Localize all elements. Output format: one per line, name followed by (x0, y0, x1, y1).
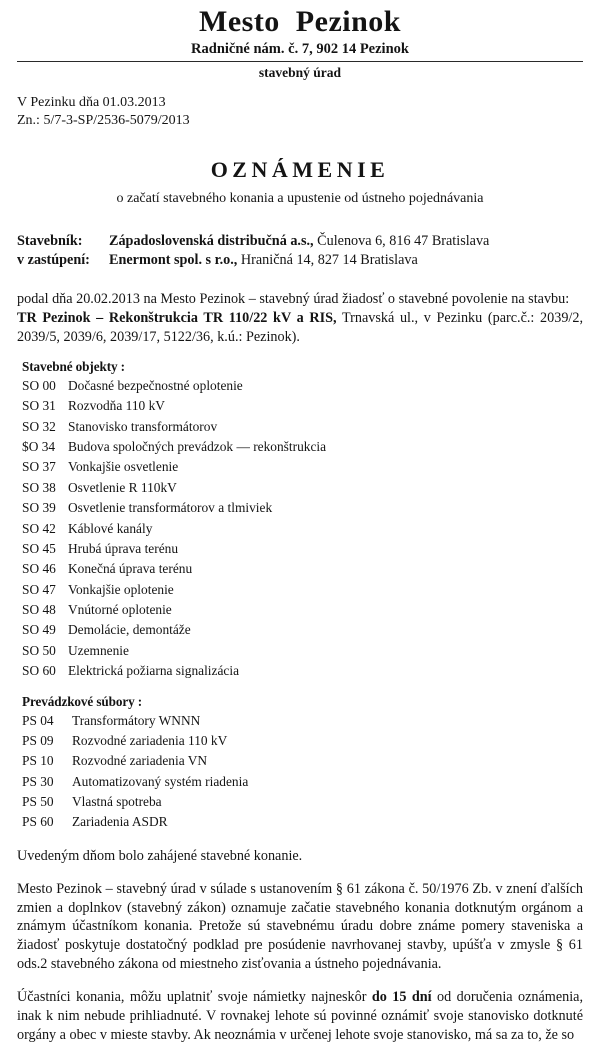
object-code: SO 38 (22, 479, 56, 495)
builder-name: Západoslovenská distribučná a.s., (109, 232, 314, 249)
place-and-date: V Pezinku dňa 01.03.2013 (17, 94, 166, 110)
file-code: PS 10 (22, 753, 54, 769)
object-text: Osvetlenie transformátorov a tlmiviek (68, 500, 273, 516)
building-objects-block (22, 359, 600, 682)
object-code: SO 31 (22, 398, 56, 414)
building-objects-heading: Stavebné objekty : (22, 358, 125, 374)
list-item (22, 620, 600, 640)
application-intro: podal dňa 20.02.2013 na Mesto Pezinok – stavebný úrad žiadosť o stavebné povolenie na stavbu: (17, 291, 570, 308)
list-item (22, 457, 600, 477)
document-meta (17, 94, 600, 131)
file-text: Rozvodné zariadenia VN (72, 753, 208, 769)
object-text: Konečná úprava terénu (68, 561, 193, 577)
object-code: SO 48 (22, 602, 56, 618)
list-item (22, 792, 600, 812)
object-text: Vonkajšie oplotenie (68, 581, 174, 597)
file-text: Transformátory WNNN (72, 712, 201, 728)
object-text: Osvetlenie R 110kV (68, 479, 177, 495)
object-code: SO 49 (22, 622, 56, 638)
file-code: PS 04 (22, 712, 54, 728)
object-code: SO 32 (22, 418, 56, 434)
object-text: Demolácie, demontáže (68, 622, 191, 638)
operational-files-block (22, 694, 600, 833)
list-item (22, 751, 600, 771)
list-item (22, 559, 600, 579)
builder-label: Stavebník: (17, 232, 83, 249)
project-name: TR Pezinok – Rekonštrukcia TR 110/22 kV a RIS, (17, 310, 337, 327)
list-item (22, 641, 600, 661)
objections-text-pre: Účastníci konania, môžu uplatniť svoje námietky najneskôr (17, 989, 372, 1006)
organization-title: Mesto Pezinok (199, 5, 401, 38)
list-item (22, 478, 600, 498)
file-text: Rozvodné zariadenia 110 kV (72, 732, 228, 748)
object-code: SO 47 (22, 581, 56, 597)
list-item (22, 812, 600, 832)
object-text: Vnútorné oplotenie (68, 602, 172, 618)
list-item (22, 580, 600, 600)
list-item (22, 437, 600, 457)
file-text: Vlastná spotreba (72, 794, 162, 810)
file-text: Automatizovaný systém riadenia (72, 773, 249, 789)
parties-block (17, 232, 600, 271)
object-code: SO 37 (22, 459, 56, 475)
object-code: SO 00 (22, 377, 56, 393)
object-text: Stanovisko transformátorov (68, 418, 218, 434)
file-code: PS 30 (22, 773, 54, 789)
list-item (22, 498, 600, 518)
object-text: Budova spoločných prevádzok — rekonštrukcia (68, 439, 327, 455)
representative-name: Enermont spol. s r.o., (109, 252, 238, 269)
list-item (22, 772, 600, 792)
list-item (22, 539, 600, 559)
list-item (22, 600, 600, 620)
notice-subtitle: o začatí stavebného konania a upustenie od ústneho pojednávania (116, 190, 484, 206)
letterhead (0, 6, 600, 81)
notice-title: OZNÁMENIE (210, 156, 390, 182)
building-objects-list (22, 376, 600, 682)
builder-row (17, 232, 600, 251)
file-code: PS 09 (22, 732, 54, 748)
object-code: SO 46 (22, 561, 56, 577)
header-divider (17, 61, 583, 62)
list-item (22, 519, 600, 539)
object-code: SO 60 (22, 663, 56, 679)
file-code: PS 60 (22, 814, 54, 830)
commencement-paragraph: Uvedeným dňom bolo zahájené stavebné konanie. (17, 847, 303, 864)
operational-files-heading: Prevádzkové súbory : (22, 693, 143, 709)
file-text: Zariadenia ASDR (72, 814, 168, 830)
object-code: SO 50 (22, 642, 56, 658)
legal-paragraph: Mesto Pezinok – stavebný úrad v súlade s ustanovením § 61 zákona č. 50/1976 Zb. v znení ďalších zmien a doplnkov (stavebný zákon) oznamuje začatie stavebného konania dotknutým orgánom a známym účastníkom konania. Pretože sú stavebnému úradu dobre známe pomery staveniska a žiadosť poskytuje dostatočný podklad pre posúdenie navrhovanej stavby, upúšťa v zmysle § 61 ods.2 stavebného zákona od miestneho zisťovania a ústneho pojednávania. (17, 880, 583, 973)
object-text: Hrubá úprava terénu (68, 540, 179, 556)
representative-address: Hraničná 14, 827 14 Bratislava (237, 252, 418, 269)
object-text: Vonkajšie osvetlenie (68, 459, 179, 475)
list-item (22, 661, 600, 681)
representative-label: v zastúpení: (17, 252, 90, 269)
project-details: Trnavská ul., v Pezinku (parc.č.: 2039/2, 2039/5, 2039/6, 2039/17, 5122/36, k.ú.: Pezinok). (17, 310, 583, 346)
object-code: SO 39 (22, 500, 56, 516)
object-text: Rozvodňa 110 kV (68, 398, 165, 414)
reference-number: Zn.: 5/7-3-SP/2536-5079/2013 (17, 113, 190, 129)
list-item (22, 417, 600, 437)
objections-text-post: od doručenia oznámenia, inak k nim nebude prihliadnuté. V rovnakej lehote sú povinné oznámiť svoje stanovisko dotknuté orgány a obec v mieste stavby. Ak neoznámia v určenej lehote svoje stanovisko, má sa za to, že so (17, 989, 584, 1043)
representative-row (17, 251, 600, 270)
object-code: SO 45 (22, 540, 56, 556)
object-text: Dočasné bezpečnostné oplotenie (68, 377, 243, 393)
objections-paragraph (17, 988, 583, 1045)
object-code: SO 42 (22, 520, 56, 536)
list-item (22, 731, 600, 751)
builder-address: Čulenova 6, 816 47 Bratislava (313, 232, 490, 249)
list-item (22, 711, 600, 731)
organization-address: Radničné nám. č. 7, 902 14 Pezinok (191, 41, 409, 58)
object-code: $O 34 (22, 439, 56, 455)
department-name: stavebný úrad (258, 64, 342, 80)
object-text: Elektrická požiarna signalizácia (68, 663, 240, 679)
operational-files-list (22, 711, 600, 833)
file-code: PS 50 (22, 794, 54, 810)
document-page (0, 5, 600, 1043)
list-item (22, 376, 600, 396)
object-text: Uzemnenie (68, 642, 129, 658)
objections-deadline: do 15 dní (371, 989, 432, 1006)
object-text: Káblové kanály (68, 520, 153, 536)
list-item (22, 396, 600, 416)
application-project (17, 309, 583, 347)
